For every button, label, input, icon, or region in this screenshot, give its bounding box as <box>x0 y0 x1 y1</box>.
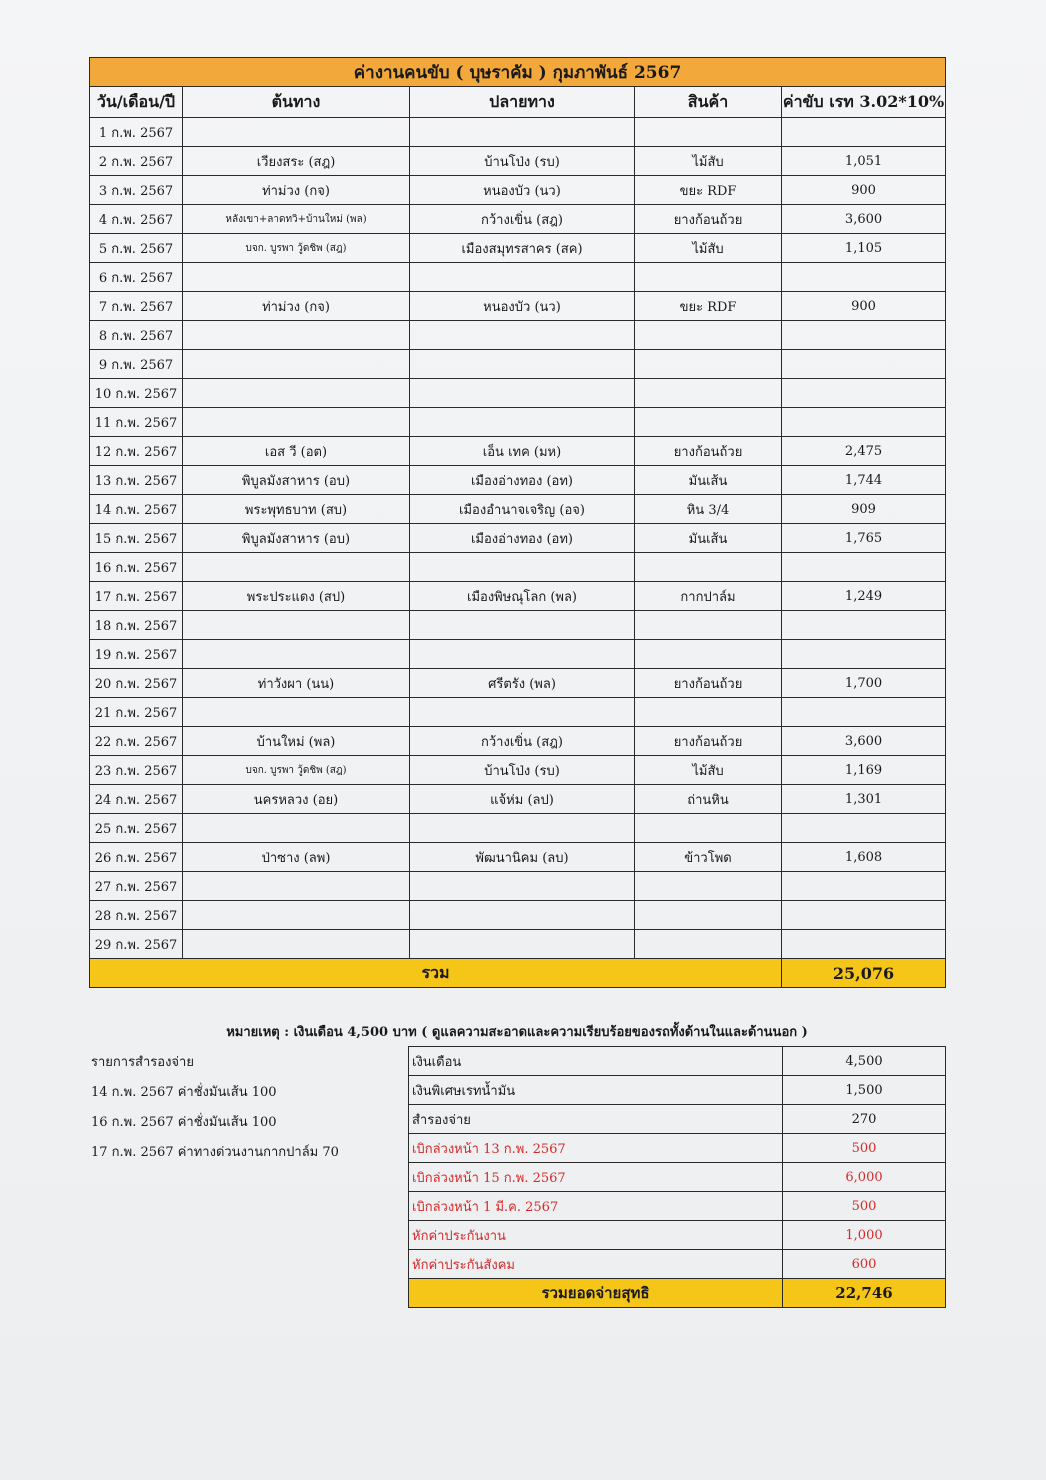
table-row <box>90 292 946 321</box>
summary-row <box>409 1250 946 1279</box>
table-title: ค่างานคนขับ ( บุษราคัม ) กุมภาพันธ์ 2567 <box>90 58 946 87</box>
cell-destination <box>410 930 635 959</box>
cell-fee <box>782 872 946 901</box>
cell-fee: 1,249 <box>782 582 946 611</box>
cell-product: กากปาล์ม <box>635 582 782 611</box>
cell-product <box>635 814 782 843</box>
cell-origin: เวียงสระ (สฎ) <box>183 147 410 176</box>
cell-destination: หนองบัว (นว) <box>410 176 635 205</box>
cell-origin <box>183 930 410 959</box>
cell-destination <box>410 350 635 379</box>
cell-destination: เมืองพิษณุโลก (พล) <box>410 582 635 611</box>
cell-date: 23 ก.พ. 2567 <box>90 756 183 785</box>
cell-origin <box>183 408 410 437</box>
header-origin: ต้นทาง <box>183 87 410 118</box>
cell-origin: บจก. บูรพา วู้ดชิพ (สฎ) <box>183 756 410 785</box>
cell-product: ข้าวโพด <box>635 843 782 872</box>
table-row <box>90 495 946 524</box>
summary-row <box>409 1163 946 1192</box>
cell-product: ถ่านหิน <box>635 785 782 814</box>
cell-date: 6 ก.พ. 2567 <box>90 263 183 292</box>
cell-destination <box>410 408 635 437</box>
summary-value: 600 <box>783 1250 946 1279</box>
cell-date: 8 ก.พ. 2567 <box>90 321 183 350</box>
cell-origin: ท่าวังผา (นน) <box>183 669 410 698</box>
net-value: 22,746 <box>783 1279 946 1308</box>
summary-row <box>409 1105 946 1134</box>
cell-product: ยางก้อนถ้วย <box>635 727 782 756</box>
cell-origin <box>183 901 410 930</box>
table-row <box>90 901 946 930</box>
cell-fee: 1,765 <box>782 524 946 553</box>
table-body <box>90 118 946 959</box>
cell-origin <box>183 350 410 379</box>
cell-product: ไม้สับ <box>635 234 782 263</box>
cell-fee <box>782 640 946 669</box>
cell-product: ขยะ RDF <box>635 176 782 205</box>
cell-product <box>635 553 782 582</box>
cell-date: 18 ก.พ. 2567 <box>90 611 183 640</box>
table-row <box>90 814 946 843</box>
net-label: รวมยอดจ่ายสุทธิ <box>409 1279 783 1308</box>
cell-product <box>635 321 782 350</box>
cell-date: 29 ก.พ. 2567 <box>90 930 183 959</box>
cell-product: ยางก้อนถ้วย <box>635 205 782 234</box>
table-row <box>90 640 946 669</box>
cell-fee: 1,700 <box>782 669 946 698</box>
cell-destination: เมืองอำนาจเจริญ (อจ) <box>410 495 635 524</box>
header-destination: ปลายทาง <box>410 87 635 118</box>
total-value: 25,076 <box>782 959 946 988</box>
cell-date: 22 ก.พ. 2567 <box>90 727 183 756</box>
cell-product: ยางก้อนถ้วย <box>635 669 782 698</box>
cell-origin <box>183 379 410 408</box>
cell-date: 16 ก.พ. 2567 <box>90 553 183 582</box>
table-row <box>90 466 946 495</box>
cell-origin: หลังเขา+ลาดทวิ+บ้านใหม่ (พล) <box>183 205 410 234</box>
total-label: รวม <box>90 959 782 988</box>
cell-fee: 2,475 <box>782 437 946 466</box>
header-product: สินค้า <box>635 87 782 118</box>
cell-fee <box>782 321 946 350</box>
summary-row <box>409 1076 946 1105</box>
summary-label: เงินพิเศษเรทน้ำมัน <box>409 1076 783 1105</box>
cell-fee: 909 <box>782 495 946 524</box>
summary-row <box>409 1192 946 1221</box>
driver-wage-table <box>89 57 946 988</box>
table-row <box>90 350 946 379</box>
table-row <box>90 263 946 292</box>
remark-note: หมายเหตุ : เงินเดือน 4,500 บาท ( ดูแลความสะอาดและความเรียบร้อยของรถทั้งด้านในและด้านนอก ) <box>226 1025 808 1040</box>
summary-label: หักค่าประกันงาน <box>409 1221 783 1250</box>
cell-date: 28 ก.พ. 2567 <box>90 901 183 930</box>
cell-fee: 900 <box>782 292 946 321</box>
cell-fee: 3,600 <box>782 727 946 756</box>
table-row <box>90 872 946 901</box>
cell-fee <box>782 698 946 727</box>
cell-origin <box>183 553 410 582</box>
cell-product: มันเส้น <box>635 524 782 553</box>
table-row <box>90 727 946 756</box>
cell-product <box>635 698 782 727</box>
cell-date: 7 ก.พ. 2567 <box>90 292 183 321</box>
cell-product: มันเส้น <box>635 466 782 495</box>
summary-row <box>409 1047 946 1076</box>
cell-destination: แจ้ห่ม (ลป) <box>410 785 635 814</box>
cell-origin: เอส วี (อต) <box>183 437 410 466</box>
cell-fee: 3,600 <box>782 205 946 234</box>
cell-date: 17 ก.พ. 2567 <box>90 582 183 611</box>
cell-destination <box>410 553 635 582</box>
cell-date: 12 ก.พ. 2567 <box>90 437 183 466</box>
cell-product: ยางก้อนถ้วย <box>635 437 782 466</box>
cell-product <box>635 350 782 379</box>
cell-product: หิน 3/4 <box>635 495 782 524</box>
cell-destination <box>410 901 635 930</box>
cell-fee <box>782 118 946 147</box>
summary-label: เงินเดือน <box>409 1047 783 1076</box>
cell-destination <box>410 814 635 843</box>
cell-fee: 1,051 <box>782 147 946 176</box>
cell-date: 9 ก.พ. 2567 <box>90 350 183 379</box>
cell-destination <box>410 118 635 147</box>
table-row <box>90 147 946 176</box>
cell-origin <box>183 872 410 901</box>
cell-product <box>635 872 782 901</box>
cell-destination: เอ็น เทค (มห) <box>410 437 635 466</box>
table-row <box>90 234 946 263</box>
summary-value: 500 <box>783 1192 946 1221</box>
total-row <box>90 959 946 988</box>
cell-destination <box>410 321 635 350</box>
table-row <box>90 756 946 785</box>
cell-origin: ป่าซาง (ลพ) <box>183 843 410 872</box>
table-row <box>90 321 946 350</box>
cell-destination <box>410 698 635 727</box>
cell-origin <box>183 263 410 292</box>
summary-label: สำรองจ่าย <box>409 1105 783 1134</box>
cell-date: 15 ก.พ. 2567 <box>90 524 183 553</box>
cell-origin: พระประแดง (สป) <box>183 582 410 611</box>
cell-date: 5 ก.พ. 2567 <box>90 234 183 263</box>
cell-fee: 1,169 <box>782 756 946 785</box>
summary-label: หักค่าประกันสังคม <box>409 1250 783 1279</box>
cell-date: 21 ก.พ. 2567 <box>90 698 183 727</box>
cell-destination <box>410 640 635 669</box>
cell-destination <box>410 263 635 292</box>
cell-product <box>635 408 782 437</box>
table-row <box>90 611 946 640</box>
cell-date: 10 ก.พ. 2567 <box>90 379 183 408</box>
cell-fee <box>782 263 946 292</box>
table-row <box>90 553 946 582</box>
cell-destination <box>410 379 635 408</box>
cell-origin <box>183 698 410 727</box>
cell-fee <box>782 611 946 640</box>
cell-fee: 1,105 <box>782 234 946 263</box>
summary-row <box>409 1134 946 1163</box>
summary-label: เบิกล่วงหน้า 13 ก.พ. 2567 <box>409 1134 783 1163</box>
cell-fee: 1,608 <box>782 843 946 872</box>
reserve-item: 14 ก.พ. 2567 ค่าชั่งมันเส้น 100 <box>91 1085 277 1100</box>
cell-fee: 1,744 <box>782 466 946 495</box>
cell-date: 25 ก.พ. 2567 <box>90 814 183 843</box>
summary-value: 500 <box>783 1134 946 1163</box>
summary-value: 1,000 <box>783 1221 946 1250</box>
cell-date: 1 ก.พ. 2567 <box>90 118 183 147</box>
table-row <box>90 582 946 611</box>
cell-origin: ท่าม่วง (กจ) <box>183 292 410 321</box>
cell-date: 4 ก.พ. 2567 <box>90 205 183 234</box>
cell-origin: นครหลวง (อย) <box>183 785 410 814</box>
cell-origin: พระพุทธบาท (สบ) <box>183 495 410 524</box>
cell-date: 26 ก.พ. 2567 <box>90 843 183 872</box>
cell-fee: 1,301 <box>782 785 946 814</box>
cell-destination: กว้างเขิ่น (สฎ) <box>410 205 635 234</box>
cell-product <box>635 118 782 147</box>
cell-product <box>635 640 782 669</box>
cell-product: ไม้สับ <box>635 756 782 785</box>
cell-fee <box>782 814 946 843</box>
table-row <box>90 408 946 437</box>
cell-date: 13 ก.พ. 2567 <box>90 466 183 495</box>
cell-destination <box>410 872 635 901</box>
cell-origin: บ้านใหม่ (พล) <box>183 727 410 756</box>
cell-destination <box>410 611 635 640</box>
cell-date: 20 ก.พ. 2567 <box>90 669 183 698</box>
table-row <box>90 524 946 553</box>
reserve-item: 16 ก.พ. 2567 ค่าชั่งมันเส้น 100 <box>91 1115 277 1130</box>
cell-origin: พิบูลมังสาหาร (อบ) <box>183 524 410 553</box>
cell-destination: พัฒนานิคม (ลบ) <box>410 843 635 872</box>
summary-label: เบิกล่วงหน้า 1 มี.ค. 2567 <box>409 1192 783 1221</box>
cell-product <box>635 263 782 292</box>
table-row <box>90 379 946 408</box>
cell-origin <box>183 640 410 669</box>
summary-label: เบิกล่วงหน้า 15 ก.พ. 2567 <box>409 1163 783 1192</box>
table-row <box>90 437 946 466</box>
cell-date: 27 ก.พ. 2567 <box>90 872 183 901</box>
header-fee: ค่าขับ เรท 3.02*10% <box>782 87 946 118</box>
cell-origin <box>183 118 410 147</box>
table-row <box>90 176 946 205</box>
cell-product <box>635 611 782 640</box>
header-row <box>90 87 946 118</box>
cell-fee <box>782 930 946 959</box>
cell-fee: 900 <box>782 176 946 205</box>
cell-origin <box>183 321 410 350</box>
table-row <box>90 930 946 959</box>
cell-date: 19 ก.พ. 2567 <box>90 640 183 669</box>
cell-product: ไม้สับ <box>635 147 782 176</box>
cell-destination: กว้างเขิ่น (สฎ) <box>410 727 635 756</box>
cell-destination: หนองบัว (นว) <box>410 292 635 321</box>
summary-value: 270 <box>783 1105 946 1134</box>
cell-date: 11 ก.พ. 2567 <box>90 408 183 437</box>
cell-product <box>635 901 782 930</box>
net-row <box>409 1279 946 1308</box>
cell-fee <box>782 553 946 582</box>
cell-destination: ศรีตรัง (พล) <box>410 669 635 698</box>
cell-destination: เมืองอ่างทอง (อท) <box>410 524 635 553</box>
cell-origin <box>183 611 410 640</box>
summary-value: 4,500 <box>783 1047 946 1076</box>
cell-destination: บ้านโป่ง (รบ) <box>410 756 635 785</box>
table-row <box>90 205 946 234</box>
cell-product <box>635 930 782 959</box>
cell-origin: พิบูลมังสาหาร (อบ) <box>183 466 410 495</box>
summary-body <box>409 1047 946 1279</box>
cell-destination: เมืองอ่างทอง (อท) <box>410 466 635 495</box>
header-date: วัน/เดือน/ปี <box>90 87 183 118</box>
reserve-title: รายการสำรองจ่าย <box>91 1055 194 1070</box>
cell-fee <box>782 901 946 930</box>
cell-product: ขยะ RDF <box>635 292 782 321</box>
cell-date: 24 ก.พ. 2567 <box>90 785 183 814</box>
cell-date: 3 ก.พ. 2567 <box>90 176 183 205</box>
cell-product <box>635 379 782 408</box>
reserve-item: 17 ก.พ. 2567 ค่าทางด่วนงานกากปาล์ม 70 <box>91 1145 339 1160</box>
summary-row <box>409 1221 946 1250</box>
cell-destination: เมืองสมุทรสาคร (สค) <box>410 234 635 263</box>
cell-date: 2 ก.พ. 2567 <box>90 147 183 176</box>
summary-value: 6,000 <box>783 1163 946 1192</box>
table-row <box>90 669 946 698</box>
table-row <box>90 785 946 814</box>
table-row <box>90 118 946 147</box>
cell-fee <box>782 408 946 437</box>
cell-fee <box>782 379 946 408</box>
reserve-list <box>91 1048 339 1168</box>
cell-destination: บ้านโป่ง (รบ) <box>410 147 635 176</box>
summary-table <box>408 1046 946 1308</box>
cell-origin <box>183 814 410 843</box>
table-row <box>90 698 946 727</box>
cell-origin: ท่าม่วง (กจ) <box>183 176 410 205</box>
cell-origin: บจก. บูรพา วู้ดชิพ (สฎ) <box>183 234 410 263</box>
cell-fee <box>782 350 946 379</box>
cell-date: 14 ก.พ. 2567 <box>90 495 183 524</box>
summary-value: 1,500 <box>783 1076 946 1105</box>
table-row <box>90 843 946 872</box>
